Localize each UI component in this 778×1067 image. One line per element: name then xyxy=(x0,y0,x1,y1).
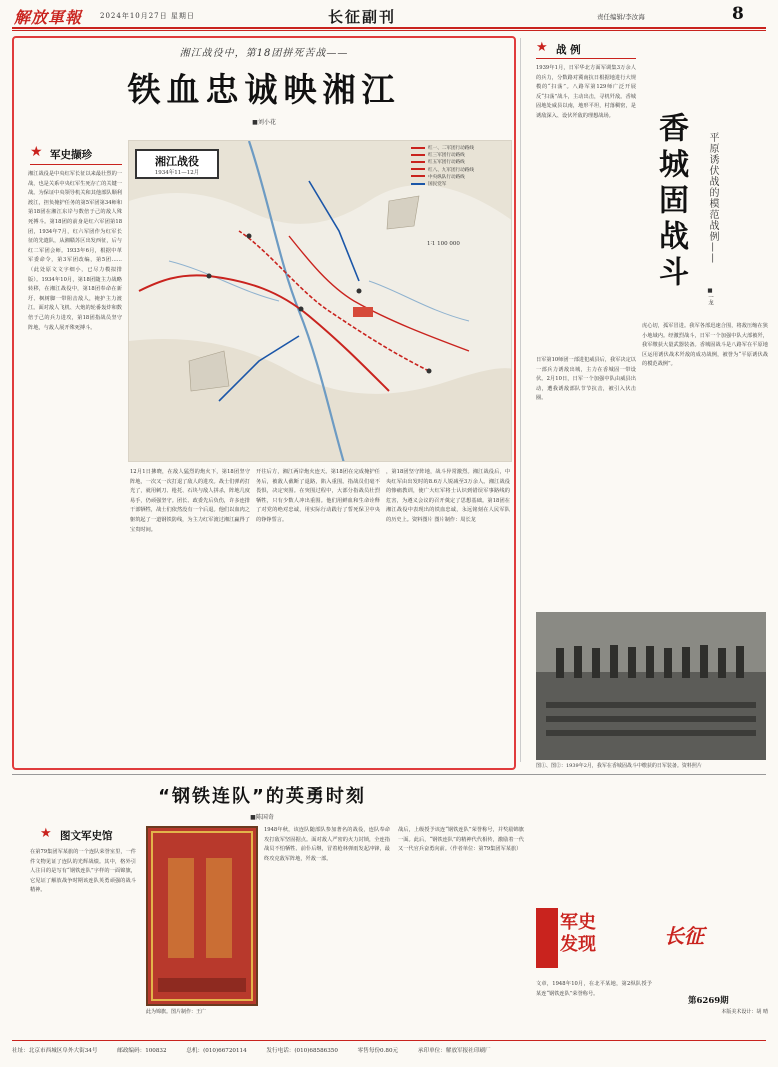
side-article-byline-wrap xyxy=(706,288,714,305)
map-legend xyxy=(411,145,511,188)
column-label-rule xyxy=(536,58,636,59)
side-article-byline: ■一龙 xyxy=(707,288,713,305)
soldier-figure xyxy=(646,646,654,678)
article-body-column-2: 12月1日拂晓，在敌人猛烈的炮火下，第18团坚守阵地，一次又一次打退了敌人的进攻。战士们弹药打光了，就用刺刀、枪托、石块与敌人拼杀，阵地几度易手，仍顽强坚守。团长、政委先后负伤，许多连排干部牺牲，战士们依然没有一个后退。他们以血肉之躯筑起了一道钢铁防线，为主力红军渡过湘江赢得了宝贵时间。 xyxy=(130,469,250,533)
article-body-column-4: ，第18团坚守阵地，战斗异常激烈。湘江战役后，中央红军由出发时的8.6万人锐减至3万余人。湘江战役的惨痛教训，使广大红军将士认识到错误军事路线的危害，为遵义会议的召开奠定了思想基础。第18团在湘江战役中表现出的铁血忠诚，永远铭刻在人民军队的历史上。资料图片 图片制作：周长龙 xyxy=(386,469,510,523)
section-title: 长征副刊 xyxy=(328,8,397,26)
column-label-rule xyxy=(30,164,122,165)
column-label: 战 例 xyxy=(556,44,581,56)
legend-item: 红一、二军团行动路线 xyxy=(411,145,511,152)
photo-graphic xyxy=(536,612,766,760)
issue-number: 第6269期 xyxy=(688,996,729,1006)
side-article-body-2: 日军第10师团一部进犯威县后，我军决定以一部兵力诱敌出城，主力在香城固一带设伏。2月10日，日军一个加强中队由威县出动，遭我诱敌部队节节抗击，被引入伏击圈。 xyxy=(536,357,636,402)
header-rule-thin xyxy=(12,30,766,31)
section-divider xyxy=(12,774,766,775)
map-graphic xyxy=(129,141,512,462)
photo-caption: 图①、图②：1939年2月，我军在香城固战斗中缴获的日军装备。资料照片 xyxy=(536,763,702,769)
star-icon: ★ xyxy=(40,826,52,841)
military-discovery-body: 文章，1948年10月，在北平某地，第2纵队授予某连“钢铁连队”荣誉称号。 xyxy=(536,981,652,997)
tributary xyxy=(169,261,279,301)
article-subtitle: 湘江战役中，第18团拼死苦战—— xyxy=(179,48,349,59)
town-marker xyxy=(299,307,304,312)
designer-credit: 本版美术设计：胡 晴 xyxy=(721,1009,768,1015)
lower-article-body-2: 1948年秋，该连队随部队参加著名的战役，连队奉命攻打敌军坚固据点。面对敌人严密的火力封锁，全连指战员不怕牺牲、前仆后继，冒着枪林弹雨发起冲锋，最终攻克敌军阵地，歼敌一部。 xyxy=(264,827,390,862)
terrain-region xyxy=(129,339,512,462)
red-army-route xyxy=(239,231,429,371)
tributary xyxy=(369,281,469,321)
captured-weapons xyxy=(546,702,756,708)
legend-item: 国民党军 xyxy=(411,181,511,188)
side-article-subtitle-wrap xyxy=(705,132,720,282)
banner-caption: 此为锦旗。图片制作：王广 xyxy=(146,1009,207,1015)
map-title-box xyxy=(135,149,219,179)
star-icon: ★ xyxy=(536,40,548,55)
battle-zone-marker xyxy=(353,307,373,317)
terrain-block xyxy=(387,196,419,229)
banner-cloth xyxy=(148,828,256,1004)
footer-rule xyxy=(12,1040,766,1041)
banner-lettering-area xyxy=(206,858,232,958)
military-discovery-label: 军史发现 xyxy=(560,912,596,955)
issue-date: 2024年10月27日 星期日 xyxy=(100,12,195,20)
legend-item: 中央纵队行动路线 xyxy=(411,174,511,181)
footer-price: 零售每份0.80元 xyxy=(357,1048,399,1054)
footer xyxy=(12,1046,766,1054)
column-divider xyxy=(520,38,521,762)
town-marker xyxy=(247,234,252,239)
captured-weapons xyxy=(546,730,756,736)
article-body-column-1: 湘江战役是中央红军长征以来最壮烈的一战，也是关系中央红军生死存亡的关键一战。为保证中央领导机关和其他部队顺利渡江，担负掩护任务的第5军团第34师和第18团在湘江东岸与数倍于己的敌人殊死搏斗。第18团的前身是红六军团第18团，1934年7月，红六军团作为红军长征的先遣队，从湘赣苏区出发西征，后与红二军团会师。1933年6月，根据中革军委命令，第3军团改编，第5团……（此处原文文字细小，已尽力模拟排版）。1934年10月，第18团随主力战略转移，在湘江战役中，第18团奉命在新圩、枫树脚一带阻击敌人，掩护主力渡江。面对敌人飞机、大炮的轮番轰炸和数倍于己的兵力进攻，第18团指战员坚守阵地，与敌人展开殊死搏斗。 xyxy=(28,171,122,331)
historical-photo xyxy=(536,612,766,760)
column-label: 军史撷珍 xyxy=(50,149,92,161)
newspaper-logo: 解放軍報 xyxy=(14,8,83,27)
article-body-column-3: 开往后方，湘江两岸炮火连天。第18团在完成掩护任务后，被敌人截断了退路，陷入重围。指战员们毫不畏惧，决定突围。在突围过程中，大部分指战员壮烈牺牲，只有少数人冲出重围。他们用鲜血和生命诠释了对党的绝对忠诚，用实际行动践行了誓死保卫中央的铮铮誓言。 xyxy=(256,469,380,523)
map-title: 湘江战役 xyxy=(155,155,199,168)
soldier-figure xyxy=(700,645,708,678)
footer-printer: 承印单位：解放军报社印刷厂 xyxy=(417,1048,491,1054)
map-subtitle: 1934年11—12月 xyxy=(154,170,200,176)
red-army-route xyxy=(289,236,469,351)
footer-postcode: 邮政编码：100832 xyxy=(117,1048,167,1054)
lower-article-body-3: 战后，上级授予该连“钢铁连队”荣誉称号，并奖励锦旗一面。此后，“钢铁连队”的精神代代相传，激励着一代又一代官兵奋勇向前。（作者单位：第79集团军某旅） xyxy=(398,827,524,853)
lower-article-headline: “钢铁连队”的英勇时刻 xyxy=(158,786,366,807)
supplement-brand: 长征 xyxy=(664,924,704,948)
column-label: 图文军史馆 xyxy=(60,830,113,842)
legend-item: 红五军团行动路线 xyxy=(411,159,511,166)
map-scale: 1∶1 100 000 xyxy=(427,241,460,247)
town-marker xyxy=(427,369,432,374)
side-article-body-1: 1939年1月，日军华北方面军调集3万余人的兵力，分数路对冀南抗日根据地进行大规模的“扫荡”。八路军第129师广泛开展反“扫荡”战斗，主动出击，寻机歼敌。香城固地处威县以南，地形平坦，村落稠密，是诱敌深入、设伏歼敌的理想战场。 xyxy=(536,65,636,119)
side-article-subtitle: 平原诱伏战的模范战例—— xyxy=(707,132,718,264)
footer-switchboard: 总机：(010)66720114 xyxy=(186,1048,247,1054)
banner-graphic xyxy=(148,828,256,1004)
side-article-body-3: 虎心切，孤军冒进。我军各部迅速合围，将敌压缩在狭小地域内。经激烈战斗，日军一个加强中队大部被歼，我军缴获大量武器装备。香城固战斗是八路军在平原地区运用诱伏战术歼敌的成功战例，被誉为“平原诱伏战的模范战例”。 xyxy=(642,323,768,368)
battle-map xyxy=(128,140,512,462)
header-rule xyxy=(12,27,766,29)
town-marker xyxy=(207,274,212,279)
side-article-headline: 香城固战斗 xyxy=(653,112,688,292)
badge-bar xyxy=(536,908,558,968)
soldier-figure xyxy=(718,648,726,678)
legend-item: 红三军团行动路线 xyxy=(411,152,511,159)
lower-article-byline: ■陈国奇 xyxy=(250,814,274,821)
soldier-figure xyxy=(592,648,600,678)
soldier-figure xyxy=(736,646,744,678)
banner-lettering-area xyxy=(168,858,194,958)
banner-hem xyxy=(158,978,246,992)
article-headline: 铁血忠诚映湘江 xyxy=(127,70,401,109)
town-marker xyxy=(357,289,362,294)
responsible-editor: 责任编辑/李汝海 xyxy=(597,13,645,21)
side-article-headline-wrap xyxy=(648,112,700,322)
lower-article-body-1: 在第79集团军某旅的一个连队荣誉室里，一件件文物见证了连队的光辉战绩。其中，格外引人注目的是写有“钢铁连队”字样的一面锦旗，它见证了解放战争时期该连队英勇顽强的战斗精神。 xyxy=(30,849,136,894)
soldier-figure xyxy=(682,647,690,678)
star-icon: ★ xyxy=(30,144,43,160)
soldier-figure xyxy=(574,646,582,678)
captured-weapons xyxy=(546,716,756,722)
footer-distribution-phone: 发行电话：(010)68586350 xyxy=(266,1048,338,1054)
soldier-figure xyxy=(664,648,672,678)
legend-item: 红八、九军团行动路线 xyxy=(411,167,511,174)
soldier-figure xyxy=(610,645,618,678)
page-number: 8 xyxy=(732,4,744,24)
footer-address: 社址：北京市西城区阜外大街34号 xyxy=(12,1048,98,1054)
soldier-figure xyxy=(556,648,564,678)
article-byline: ■刘小花 xyxy=(252,119,276,126)
soldier-figure xyxy=(628,647,636,678)
honor-banner-photo xyxy=(146,826,258,1006)
